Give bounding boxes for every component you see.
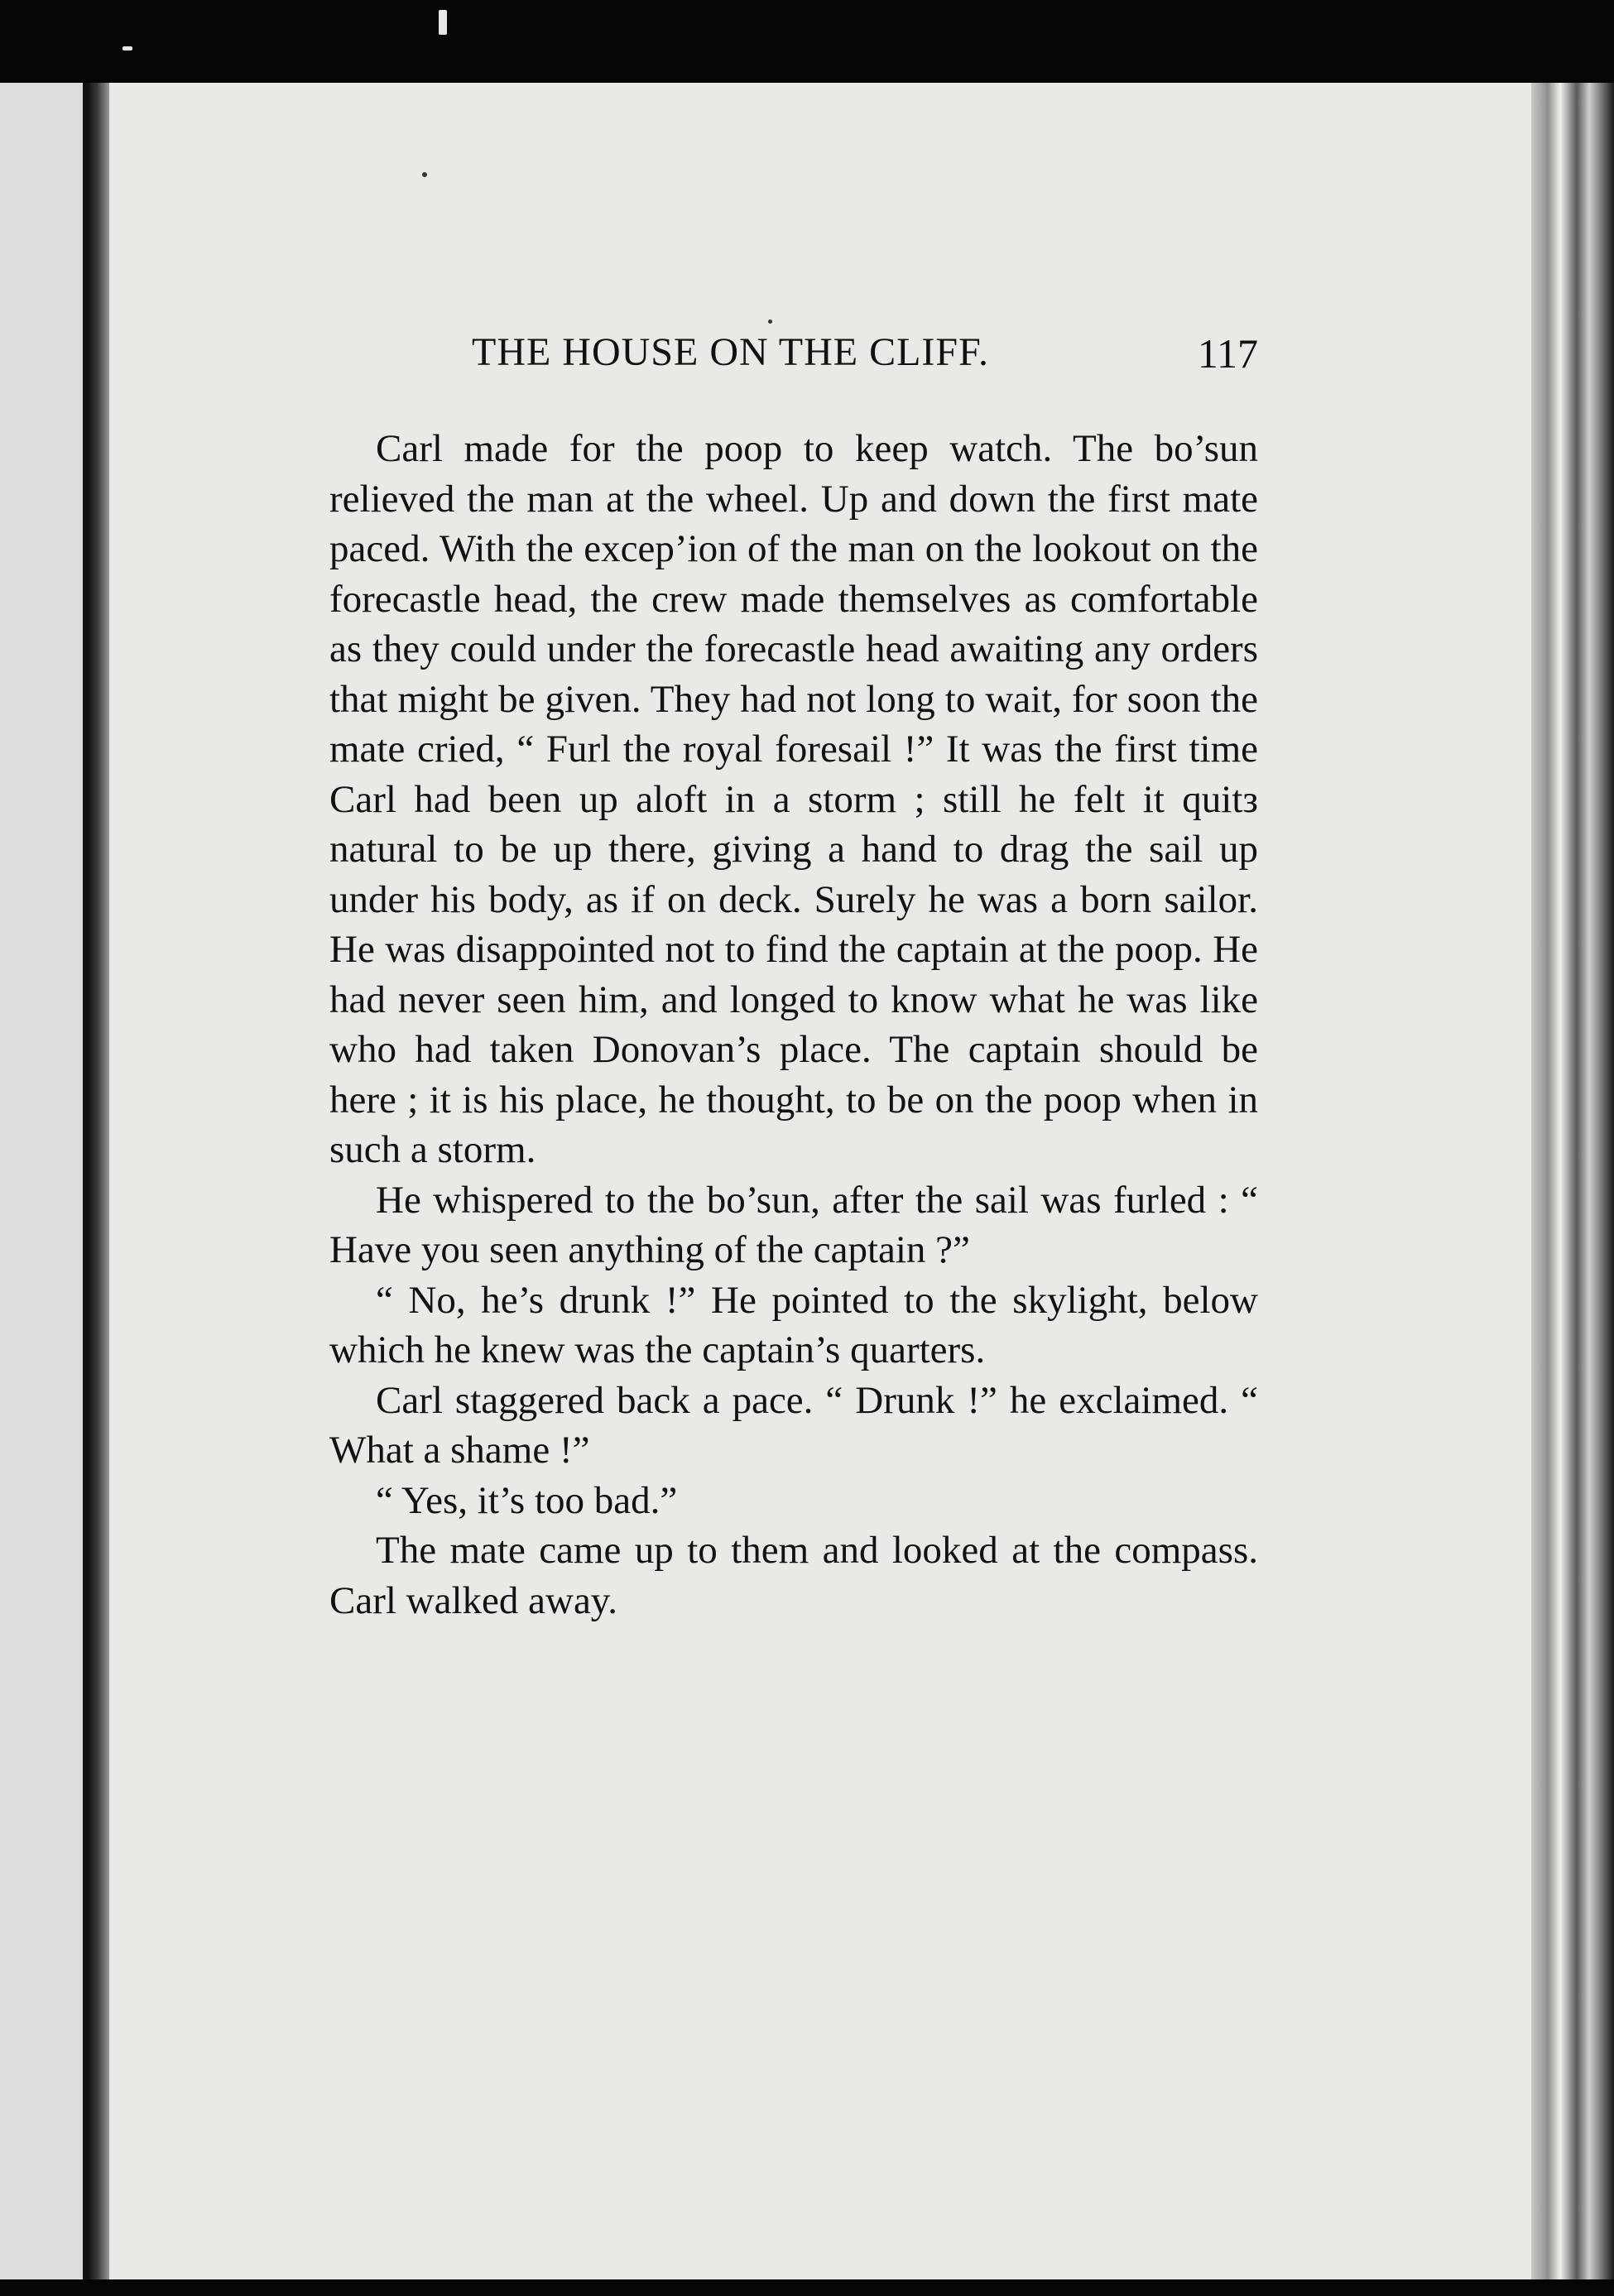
paragraph: Carl staggered back a pace. “ Drunk !” he exclaimed. “ What a shame !” — [329, 1378, 1258, 1472]
paragraph: The mate came up to them and looked at the compass. Carl walked away. — [329, 1529, 1258, 1622]
paper-speck — [768, 319, 772, 324]
page-number: 117 — [1197, 330, 1258, 377]
paragraph: “ Yes, it’s too bad.” — [376, 1478, 678, 1522]
paper-speck — [422, 172, 427, 177]
scan-speck — [122, 46, 132, 50]
page-stack-edge — [1531, 83, 1614, 2279]
paragraph: “ No, he’s drunk !” He pointed to the skylight, below which he knew was the captain’s quarters. — [329, 1278, 1258, 1371]
running-head: THE HOUSE ON THE CLIFF. — [472, 330, 989, 374]
scan-bottom-border — [0, 2279, 1614, 2296]
scan-speck — [439, 10, 447, 35]
paragraph: He whispered to the bo’sun, after the sail was furled : “ Have you seen anything of the captain ?” — [329, 1178, 1258, 1271]
facing-page-edge — [0, 83, 89, 2279]
paragraph: Carl made for the poop to keep watch. The bo’sun relieved the man at the wheel. Up and down the first mate paced. With the excep’ion of the man on the lookout on the forecastle head, the crew made themselves as comfortable as they could under the forecastle head awaiting any orders that might be given. They had not long to wait, for soon the mate cried, “ Furl the royal foresail !” It was the first time Carl had been up aloft in a storm ; still he felt it quitз natural to be up there, giving a hand to drag the sail up under his body, as if on deck. Surely he was a born sailor. He was disappointed not to find the captain at the poop. He had never seen him, and longed to know what he was like who had taken Donovan’s place. The captain should be here ; it is his place, he thought, to be on the poop when in such a storm. — [329, 427, 1258, 1171]
body-text — [329, 424, 1258, 1626]
page-gutter-shadow — [89, 83, 109, 2279]
scan-top-border — [0, 0, 1614, 83]
page-header — [329, 329, 1258, 387]
